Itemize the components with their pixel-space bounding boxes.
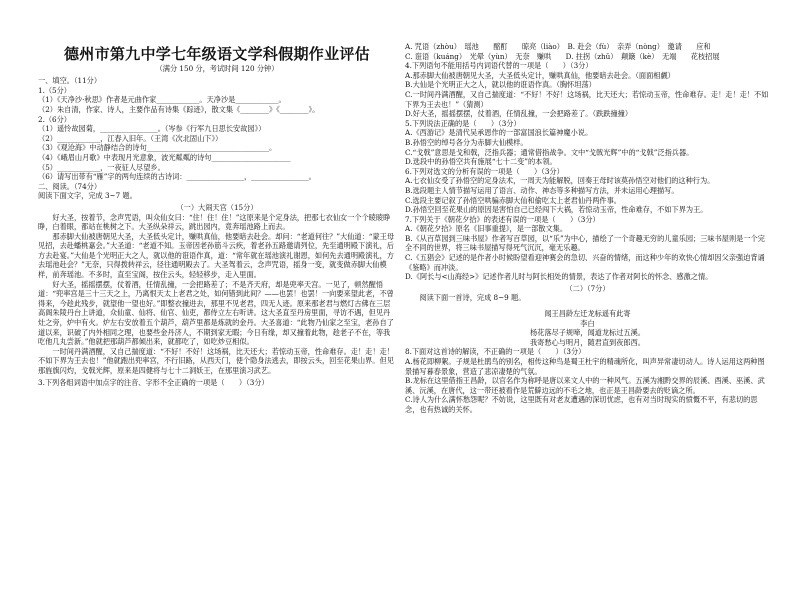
text-line: （2）朱自清，作家、诗人，主要作品有诗集《踪迹》，散文集《________》《________》。 xyxy=(38,104,320,114)
question-line: B.孙悟空的绰号各分为赤脚大仙模样。 xyxy=(405,137,528,147)
reading-paragraph: 那赤脚大仙被唐朝见大圣，大圣低头定计，赚哄真仙，他要暗去赴会。却问：“老道何往？”大仙道：“蒙王母见招，去赴蟠桃嘉会。”大圣道：“老道不知。玉帝因老孙筋斗云疾，着老孙五路邀请列位，先至通明殿下演礼，后方去赴宴。”大仙是个光明正大之人，就以他的诳语作真，道：“常年就在瑶池演礼谢恩，如何先去通明殿演礼，方去瑶池赴会？”无奈，只得拨转祥云，径往通明殿去了。大圣驾着云，念声咒语，摇身一变，就变做赤脚大仙模样，前奔瑶池。不多时，直至宝阁，按住云头，轻轻移步，走入里面。 xyxy=(38,231,395,280)
question-line: B.选段题主人情节描写运用了语言、动作、神态等多种描写方法，并未运用心理描写。 xyxy=(405,185,679,195)
question-line: B.大仙是个光明正大之人，就以他的诳语作真。（胸怀坦荡） xyxy=(405,80,596,90)
right-column xyxy=(405,42,770,602)
reading-passage xyxy=(38,213,396,376)
text-line: 2.（6分） xyxy=(38,114,71,124)
question-line: D.《阿长与<山海经>》记述作者儿时与阿长相处的情景，表达了作者对阿长的怀念、感激之情。 xyxy=(405,272,713,282)
reading-paragraph: 好大圣，按着节，念声咒语，叫众仙女曰：“住！住！住！”这原来是个定身法，把那七衣仙女一个个睖睖睁睁，白着眼，都站在桃树之下。大圣纵朵祥云，跳出园内，竟奔瑶池路上而去。 xyxy=(38,212,391,232)
question-line: B.《从百草园到三味书屋》作者写百草园，以“乐”为中心，描绘了一个奇趣无穷的儿童乐园；三味书屋则是一个完全不同的世界，将三味书屋描写得死气沉沉，毫无乐趣。 xyxy=(405,233,765,253)
text-line: 二、阅读。（74分） xyxy=(38,181,102,191)
text-line: （1）遥怜故园菊，________________。（岑参《行军九日思长安故园》） xyxy=(38,124,266,134)
fill-in-section xyxy=(38,76,396,201)
text-line: 1.（5分） xyxy=(38,85,71,95)
reading-paragraph: 一时间丹满酒醒，又自己揣度道：“不好！不好！这场祸，比天还大；若惊动玉帝，性命难存。走！走！走！不如下界为王去也！”他就跑出兜率宫，不行旧路，从西天门，使个隐身法逃去，即按云头，回至花果山界。但见那旌旗闪灼，戈戟光辉，原来是四健将与七十二洞妖王，在那里演习武艺。 xyxy=(38,346,394,375)
question-line: 6.下列对选文的分析有误的一项是（ ）（3分） xyxy=(405,166,564,176)
exam-subtitle: （满分 150 分，考试时间 120 分钟） xyxy=(155,63,279,73)
poem-line: 我寄愁心与明月，随君直到夜郎西。 xyxy=(529,337,645,347)
question-8-block xyxy=(405,347,770,414)
text-line: （4）《峨眉山月歌》中表现月光意象，波光粼粼的诗句______________________ xyxy=(38,152,291,162)
text-line: （1）《天净沙·秋思》作者是元曲作家____________。天净沙是____________。 xyxy=(38,95,286,105)
question-line: C.诗人为什么满怀愁怨呢？不妨说，这里既有对老友遭遇的深切忧虑，也有对当时现实的愤慨不平，有悲切的思念，也有热诚的关怀。 xyxy=(405,395,758,414)
question-line: B.龙标在这里借指王昌龄，以官名作为称呼是唐以来文人中的一种风气。五溪为湘黔交界的辰溪、酉溪、巫溪、武溪、沅溪，在唐代，这一带还被看作是荒僻边远的不毛之地，也正是王昌龄要去的贬谪之所。 xyxy=(405,376,765,395)
question-line: 7.下列关于《朝花夕拾》的表述有误的一项是（ ）（3分） xyxy=(405,214,600,224)
text-line: （2）____________，江春入旧年。（王湾《次北固山下》） xyxy=(38,133,223,143)
question-line: A. 咒语（zhòu） 瑶池 酩酊 晾亮（liào） B. 赴会（fù） 亲弄（nòng） 邀请 应和 xyxy=(405,42,711,51)
question-line: A.杨花即柳絮。子规是杜鹃鸟的别名，相传这种鸟是蜀王杜宇的精魂所化，叫声异常凄切动人。诗人运用这两种图景描写暮春景象，营造了悲凉凄楚的气氛。 xyxy=(405,357,765,376)
page-title: 德州市第九中学七年级语文学科假期作业评估 xyxy=(63,45,370,63)
question-line: C. 诳语（kuáng） 光晕（yùn） 无奈 赚哄 D. 拄拐（zhǔ） 颠簸（kè） 无端 花枝招展 xyxy=(405,51,720,61)
question-line: A.《西游记》是清代吴承恩作的一部富国浪长篇神魔小说。 xyxy=(405,128,593,138)
question-line: C.“戈戟”意思是戈和戟，泛指兵器；通常借指战争。文中“戈戟光辉”中的“戈戟”泛指兵器。 xyxy=(405,147,694,157)
poem-title: 闻王昌龄左迁龙标遥有此寄 xyxy=(544,309,631,319)
left-column xyxy=(38,0,396,560)
poem-intro: 阅读下面一首诗，完成 8~9 题。 xyxy=(419,293,526,303)
reading-title: （一）大闹天宫（15分） xyxy=(176,202,258,212)
questions-block xyxy=(405,42,770,282)
text-line: （3）《观沧海》中动静结合的诗句__________________________________。 xyxy=(38,143,277,153)
question-3: 3.下列各组词语中加点字的注音、字形不全正确的一项是（ ）（3分） xyxy=(38,377,269,387)
poem-line: 杨花落尽子规啼，闻道龙标过五溪。 xyxy=(529,328,645,338)
text-line: 阅读下面文字，完成 3~7 题。 xyxy=(38,191,137,201)
question-line: 5.下列说法正确的是（ ）（3分） xyxy=(405,118,521,128)
question-line: 4.下列语句不能用括号内词语代替的一项是（ ）（3分） xyxy=(405,61,593,71)
question-line: A.《朝花夕拾》原名《旧事重提》，是一部散文集。 xyxy=(405,224,568,234)
poem-body xyxy=(405,328,770,347)
question-line: D.选段中的孙悟空共有施展“七十二变”的本领。 xyxy=(405,157,557,167)
poem-section-title: （二）（7分） xyxy=(565,283,610,293)
question-line: A.七衣仙女受了孙悟空的定身法术，一周天为能解脱，回奏王母时该莫孙悟空对他们的这种行为。 xyxy=(405,176,715,186)
question-line: D.好大圣，摇摇摆摆，仗着酒，任情乱撞，一会把路差了。（跌跌撞撞） xyxy=(405,109,633,119)
poem-author: 李白 xyxy=(580,318,595,328)
question-line: C.选段主要记叙了孙悟空哄骗赤脚大仙和偷吃太上老君仙丹两件事。 xyxy=(405,195,621,205)
question-line: 8.下面对这首诗的解读，不正确的一项是（ ）（3分） xyxy=(405,347,586,357)
text-line: （6）请写出带有“雁”字的两句连续的古诗词：________________，________________。 xyxy=(38,172,316,182)
question-line: C.一时间丹满酒醒，又自己揣度道：“不好！不好！这场祸，比天还大；若惊动玉帝，性命难存。走！走！走！不如下界为王去也！”（猜测） xyxy=(405,89,769,109)
reading-paragraph: 好大圣，摇摇摆摆，仗着酒，任情乱撞，一会把路差了；不是齐天府，却是兜率天宫。一见了，顿然醒悟道：“兜率宫是三十三天之上，乃离恨天太上老君之处，如何错到此间？——也罢！也罢！一向要来望此老，不曾得来，今趁此残步，就望他一望也好。”即整衣撞进去，那里不见老君，四无人迹。原来那老君与燃灯古佛在三层高阁朱陵丹台上讲道，众仙童、仙将、仙官、仙吏，都侍立左右听讲。这大圣直至丹房里面，寻访不遇，但见丹灶之旁，炉中有火。炉左右安放着五个葫芦，葫芦里都是炼就的金丹。大圣喜道：“此物乃仙家之至宝，老孙自了道以来，识破了内外相同之理，也要些金丹济人，不期到家无暇；今日有缘，却又撞着此物，趁老子不在，等我吃他几丸尝新。”他就把那葫芦都倾出来，就都吃了，如吃炒豆相似。 xyxy=(38,279,394,347)
question-line: A.那赤脚大仙被唐朝见大圣，大圣低头定计，赚哄真仙，他要暗去赴会。（面面相觑） xyxy=(405,70,675,80)
text-line: 一、填空。（11分） xyxy=(38,76,102,86)
question-line: D.孙悟空回至花果山的原因是害怕自己已经闯下大祸，若惊动玉帝，性命难存，不如下界为王。 xyxy=(405,205,708,215)
question-line: C.《五猖会》记述的是作者小时候盼望看迎神赛会的急切、兴奋的情绪，而这种少年的欢快心情却因父亲强迫背诵《鉴略》而冲淡。 xyxy=(405,253,765,272)
text-line: （5）____________，一夜征人尽望乡。 xyxy=(38,162,165,172)
